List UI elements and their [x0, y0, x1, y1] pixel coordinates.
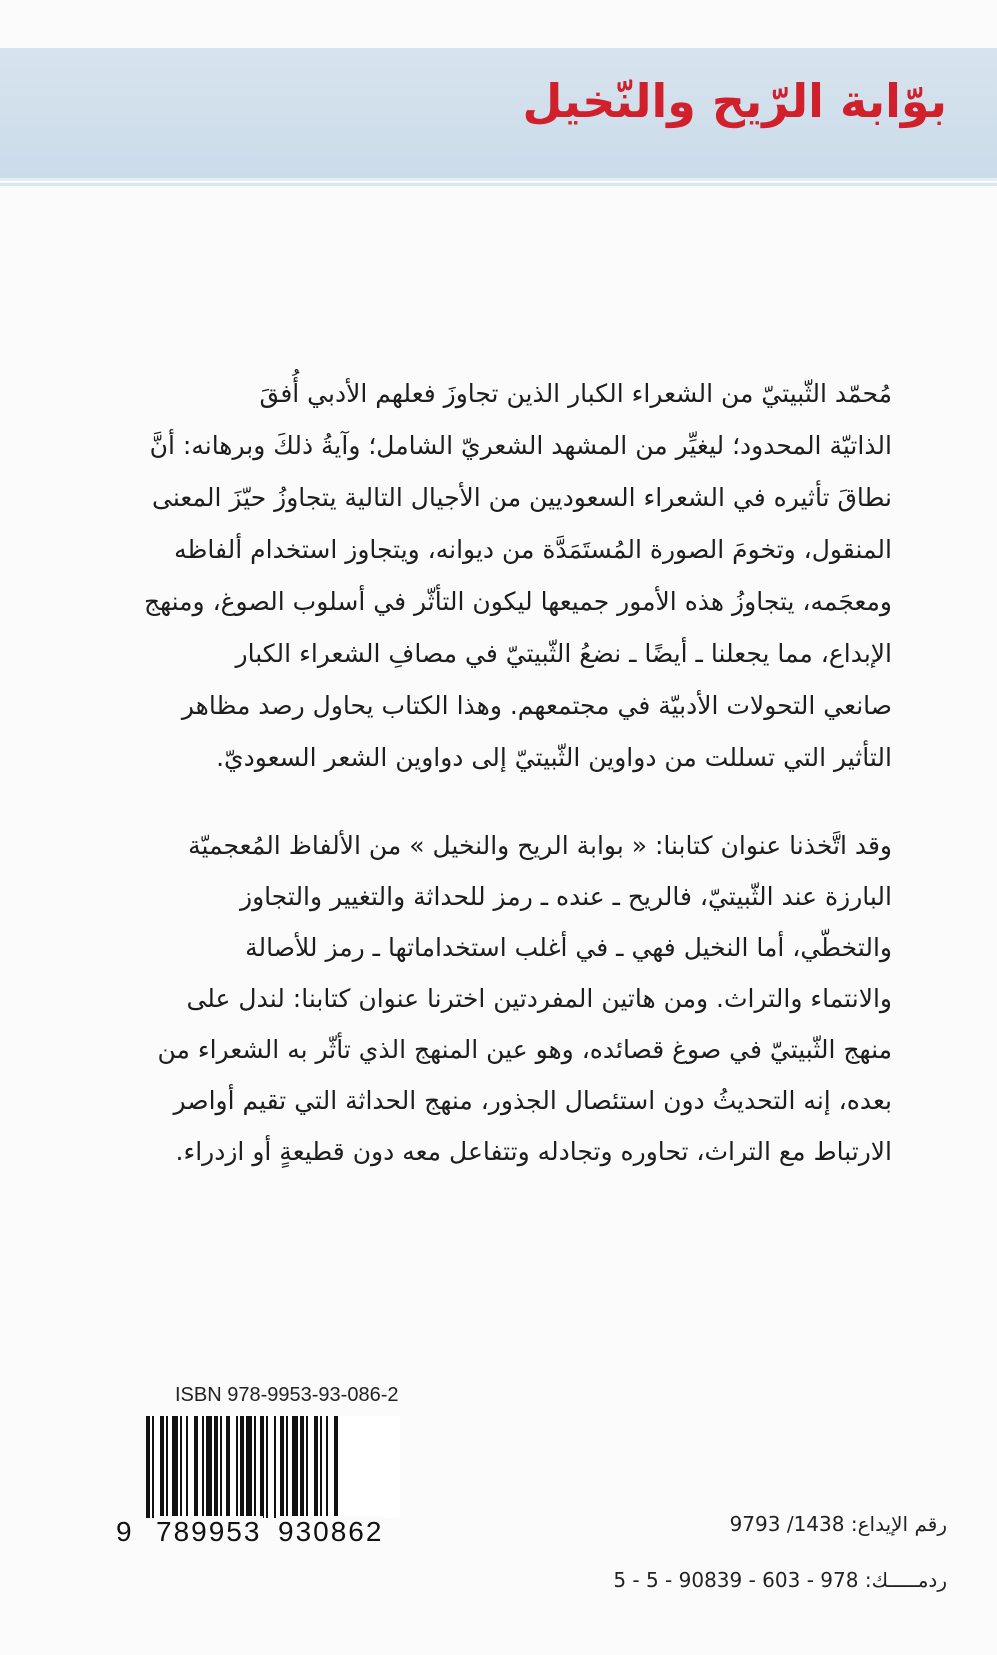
- barcode-bar: [172, 1416, 178, 1518]
- barcode-bar: [292, 1416, 298, 1518]
- rdmk-value: 5 - 5 - 90839 - 603 - 978: [613, 1568, 859, 1592]
- barcode-bar: [266, 1416, 268, 1518]
- barcode: [116, 1412, 416, 1547]
- paragraph-line: ومعجَمه، يتجاوزُ هذه الأمور جميعها ليكون التأثّر في أسلوب الصوغ، ومنهج: [143, 587, 892, 616]
- book-title: بوّابة الرّيح والنّخيل: [522, 74, 947, 128]
- barcode-bar: [236, 1416, 238, 1518]
- barcode-bar: [254, 1416, 256, 1518]
- barcode-bar: [214, 1416, 218, 1518]
- barcode-bar: [314, 1416, 318, 1518]
- rdmk-number: [613, 1568, 947, 1592]
- paragraph-line: منهج الثّبيتيّ في صوغ قصائده، وهو عين المنهج الذي تأثّر به الشعراء من: [157, 1035, 892, 1064]
- paragraph-line: المنقول، وتخومَ الصورة المُستَمَدَّة من ديوانه، ويتجاوز استخدام ألفاظه: [174, 535, 892, 564]
- barcode-bar: [166, 1416, 168, 1518]
- barcode-bar: [202, 1416, 204, 1518]
- barcode-bar: [300, 1416, 304, 1518]
- deposit-value: 9793 /1438: [729, 1512, 845, 1536]
- barcode-bar: [320, 1416, 322, 1518]
- barcode-digits-left: 789953: [156, 1516, 262, 1547]
- paragraph-line: والانتماء والتراث. ومن هاتين المفردتين اخترنا عنوان كتابنا: لندل على: [186, 984, 892, 1013]
- deposit-label: رقم الإيداع:: [850, 1512, 947, 1536]
- barcode-bar: [274, 1416, 276, 1518]
- barcode-bar: [246, 1416, 252, 1518]
- barcode-bar: [306, 1416, 308, 1518]
- barcode-bar: [146, 1416, 150, 1518]
- barcode-bar: [152, 1416, 154, 1518]
- paragraph-line: الذاتيّة المحدود؛ ليغيِّر من المشهد الشعريّ الشامل؛ وآيةُ ذلكَ وبرهانه: أنَّ: [149, 431, 892, 460]
- paragraph-line: مُحمّد الثّبيتيّ من الشعراء الكبار الذين تجاوزَ فعلهم الأدبي أُفقَ: [259, 379, 892, 408]
- barcode-digit-first: 9: [116, 1516, 134, 1547]
- description-paragraph-1: [70, 368, 892, 784]
- barcode-bar: [334, 1416, 338, 1518]
- barcode-bar: [206, 1416, 212, 1518]
- barcode-bar: [280, 1416, 284, 1518]
- paragraph-line: والتخطّي، أما النخيل فهي ـ في أغلب استخداماتها ـ رمز للأصالة: [245, 933, 892, 962]
- barcode-bar: [194, 1416, 198, 1518]
- barcode-bar: [226, 1416, 230, 1518]
- isbn-label: ISBN 978-9953-93-086-2: [175, 1384, 399, 1406]
- paragraph-line: البارزة عند الثّبيتيّ، فالريح ـ عنده ـ رمز للحداثة والتغيير والتجاوز: [240, 882, 892, 911]
- paragraph-line: بعده، إنه التحديثُ دون استئصال الجذور، منهج الحداثة التي تقيم أواصر: [173, 1086, 892, 1115]
- paragraph-line: الإبداع، مما يجعلنا ـ أيضًا ـ نضعُ الثّبيتيّ في مصافِ الشعراء الكبار: [235, 639, 892, 668]
- barcode-bars: [146, 1416, 400, 1518]
- barcode-bar: [220, 1416, 222, 1518]
- paragraph-line: صانعي التحولات الأدبيّة في مجتمعهم. وهذا الكتاب يحاول رصد مظاهر: [181, 691, 892, 720]
- barcode-bar: [186, 1416, 188, 1518]
- paragraph-line: الارتباط مع التراث، تحاوره وتجادله وتتفاعل معه دون قطيعةٍ أو ازدراء.: [175, 1137, 892, 1166]
- barcode-digits-right: 930862: [278, 1516, 384, 1547]
- barcode-bar: [160, 1416, 164, 1518]
- barcode-bar: [180, 1416, 182, 1518]
- rdmk-label: ردمـــــك:: [864, 1568, 947, 1592]
- legal-deposit-number: [730, 1512, 947, 1536]
- barcode-bar: [286, 1416, 288, 1518]
- description-paragraph-2: [70, 820, 892, 1177]
- paragraph-line: نطاقَ تأثيره في الشعراء السعوديين من الأجيال التالية يتجاوزُ حيّزَ المعنى: [152, 483, 892, 512]
- paragraph-line: التأثير التي تسللت من دواوين الثّبيتيّ إلى دواوين الشعر السعوديّ.: [216, 743, 892, 772]
- paragraph-line: وقد اتَّخذنا عنوان كتابنا: « بوابة الريح والنخيل » من الألفاظ المُعجميّة: [188, 831, 892, 860]
- barcode-bar: [326, 1416, 328, 1518]
- barcode-bar: [240, 1416, 244, 1518]
- barcode-bar: [260, 1416, 264, 1518]
